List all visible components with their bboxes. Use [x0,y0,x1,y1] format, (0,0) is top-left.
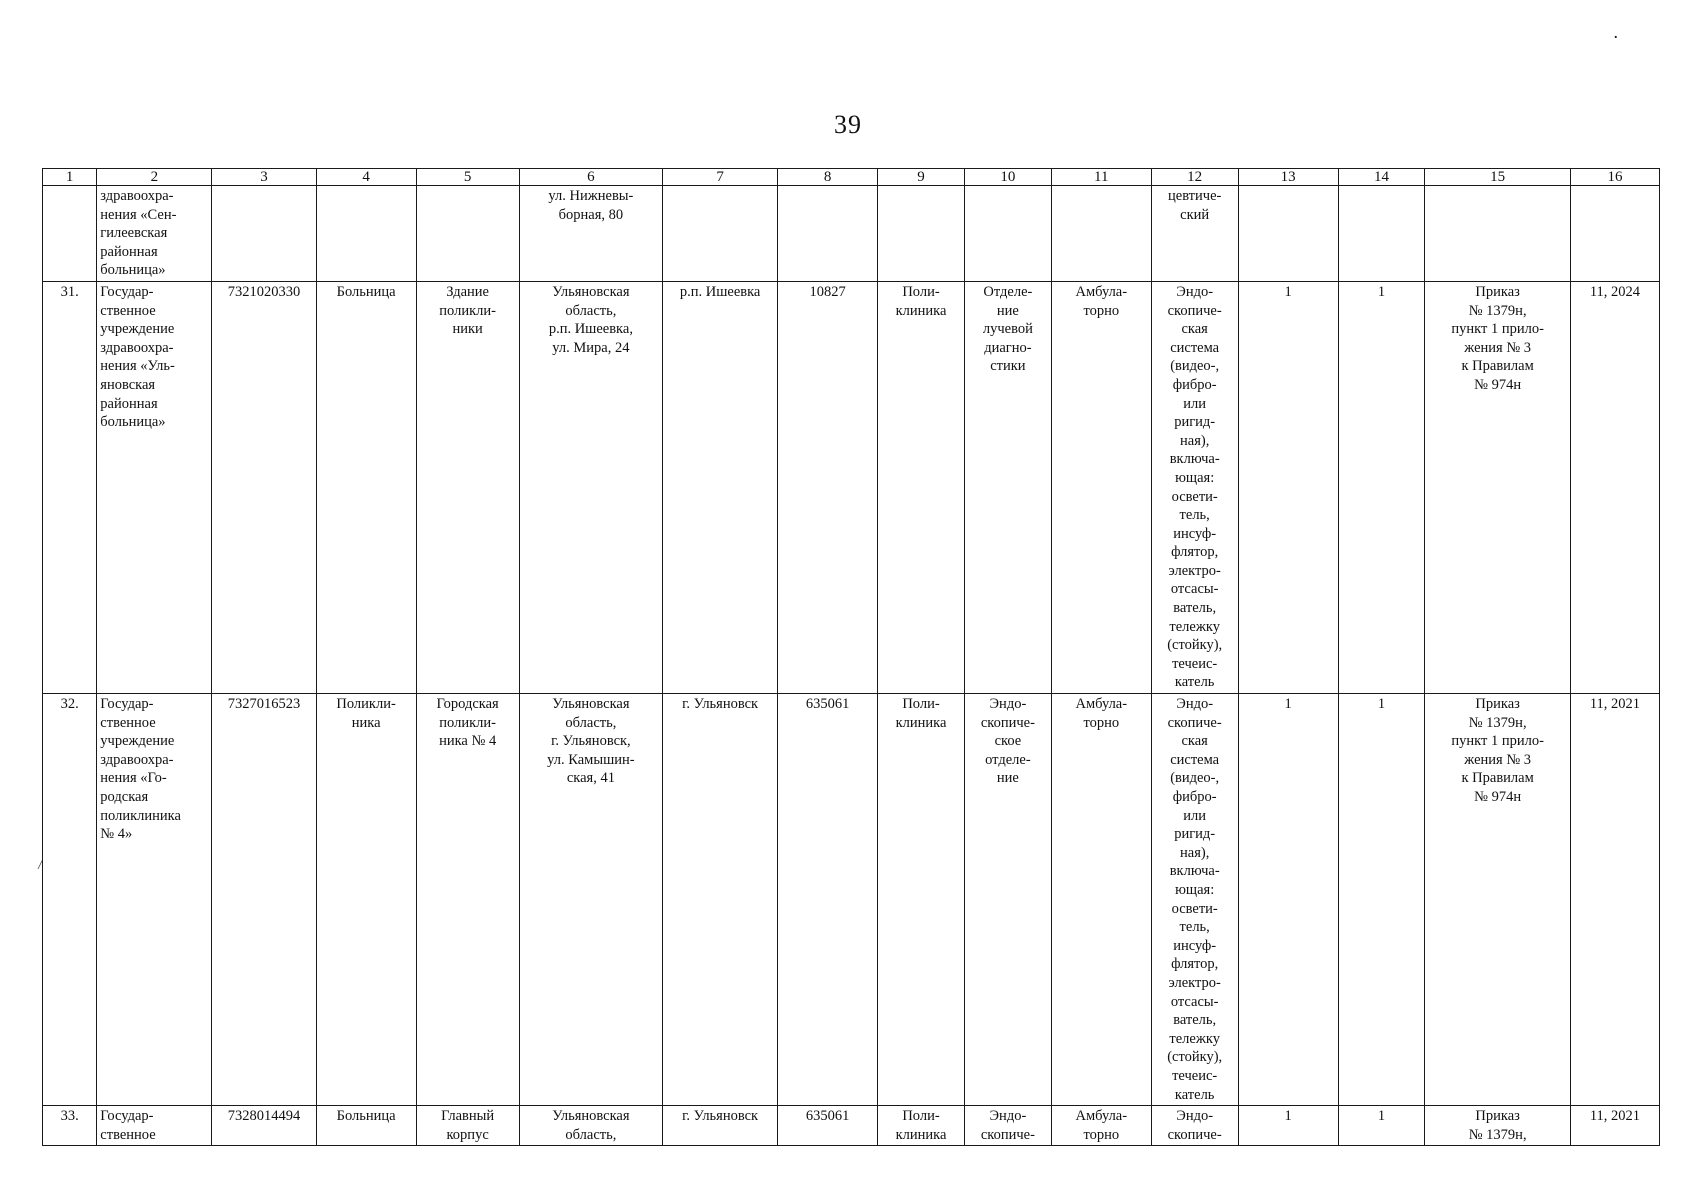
column-header: 15 [1425,169,1571,186]
quantity-planned: 1 [1338,281,1425,693]
column-header: 4 [316,169,416,186]
quantity-required: 1 [1238,1106,1338,1146]
column-header: 5 [416,169,519,186]
building-name: Здание поликли- ники [416,281,519,693]
term: 11, 2024 [1570,281,1659,693]
address: Ульяновская область, [519,1106,662,1146]
care-condition: Амбула- торно [1051,1106,1151,1146]
care-condition: Амбула- торно [1051,281,1151,693]
department: Отделе- ние лучевой диагно- стики [964,281,1051,693]
equipment-name: Эндо- скопиче- [1151,1106,1238,1146]
column-header: 7 [663,169,778,186]
building-name [416,186,519,282]
inn-code: 7321020330 [212,281,316,693]
row-number: 33. [43,1106,97,1146]
legal-basis: Приказ № 1379н, пункт 1 прило- жения № 3 к Правилам № 974н [1425,694,1571,1106]
unit-type: Поли- клиника [878,281,965,693]
locality [663,186,778,282]
quantity-planned [1338,186,1425,282]
locality: р.п. Ишеевка [663,281,778,693]
quantity-required: 1 [1238,281,1338,693]
quantity-required [1238,186,1338,282]
legal-basis [1425,186,1571,282]
building-name: Главный корпус [416,1106,519,1146]
inn-code [212,186,316,282]
column-header: 10 [964,169,1051,186]
address: Ульяновская область, р.п. Ишеевка, ул. Мира, 24 [519,281,662,693]
care-condition [1051,186,1151,282]
locality: г. Ульяновск [663,694,778,1106]
institution-type: Больница [316,1106,416,1146]
equipment-name: Эндо- скопиче- ская система (видео-, фибро- или ригид- ная), включа- ющая: освети- тель, инсуф- флятор, электро- отсасы- ватель, тележку (стойку), течеис- катель [1151,694,1238,1106]
margin-mark: / [37,857,43,874]
term: 11, 2021 [1570,1106,1659,1146]
table-row [43,1106,1660,1146]
table-row [43,694,1660,1106]
table-row [43,186,1660,282]
column-header: 16 [1570,169,1659,186]
department: Эндо- скопиче- ское отделе- ние [964,694,1051,1106]
column-header: 1 [43,169,97,186]
locality-code: 635061 [778,694,878,1106]
column-header: 13 [1238,169,1338,186]
column-header: 12 [1151,169,1238,186]
column-header: 11 [1051,169,1151,186]
unit-type: Поли- клиника [878,694,965,1106]
locality-code: 10827 [778,281,878,693]
locality: г. Ульяновск [663,1106,778,1146]
table-row [43,281,1660,693]
department [964,186,1051,282]
term: 11, 2021 [1570,694,1659,1106]
locality-code [778,186,878,282]
legal-basis: Приказ № 1379н, пункт 1 прило- жения № 3 к Правилам № 974н [1425,281,1571,693]
column-header: 14 [1338,169,1425,186]
organization-name: Государ- ственное учреждение здравоохра- нения «Го- родская поликлиника № 4» [97,694,212,1106]
term [1570,186,1659,282]
unit-type [878,186,965,282]
registry-table [42,168,1660,1146]
quantity-required: 1 [1238,694,1338,1106]
institution-type [316,186,416,282]
building-name: Городская поликли- ника № 4 [416,694,519,1106]
care-condition: Амбула- торно [1051,694,1151,1106]
department: Эндо- скопиче- [964,1106,1051,1146]
inn-code: 7327016523 [212,694,316,1106]
unit-type: Поли- клиника [878,1106,965,1146]
institution-type: Больница [316,281,416,693]
column-header: 6 [519,169,662,186]
organization-name: здравоохра- нения «Сен- гилеевская районная больница» [97,186,212,282]
column-header: 9 [878,169,965,186]
organization-name: Государ- ственное учреждение здравоохра- нения «Уль- яновская районная больница» [97,281,212,693]
column-header: 8 [778,169,878,186]
column-number-row [43,169,1660,186]
equipment-name: цевтиче- ский [1151,186,1238,282]
row-number: 32. [43,694,97,1106]
institution-type: Поликли- ника [316,694,416,1106]
equipment-name: Эндо- скопиче- ская система (видео-, фибро- или ригид- ная), включа- ющая: освети- тель, инсуф- флятор, электро- отсасы- ватель, тележку (стойку), течеис- катель [1151,281,1238,693]
row-number: 31. [43,281,97,693]
legal-basis: Приказ № 1379н, [1425,1106,1571,1146]
organization-name: Государ- ственное [97,1106,212,1146]
quantity-planned: 1 [1338,1106,1425,1146]
column-header: 2 [97,169,212,186]
column-header: 3 [212,169,316,186]
address: ул. Нижневы- борная, 80 [519,186,662,282]
corner-mark: . [1613,22,1618,42]
address: Ульяновская область, г. Ульяновск, ул. Камышин- ская, 41 [519,694,662,1106]
row-number [43,186,97,282]
page-number: 39 [834,110,862,139]
inn-code: 7328014494 [212,1106,316,1146]
quantity-planned: 1 [1338,694,1425,1106]
locality-code: 635061 [778,1106,878,1146]
